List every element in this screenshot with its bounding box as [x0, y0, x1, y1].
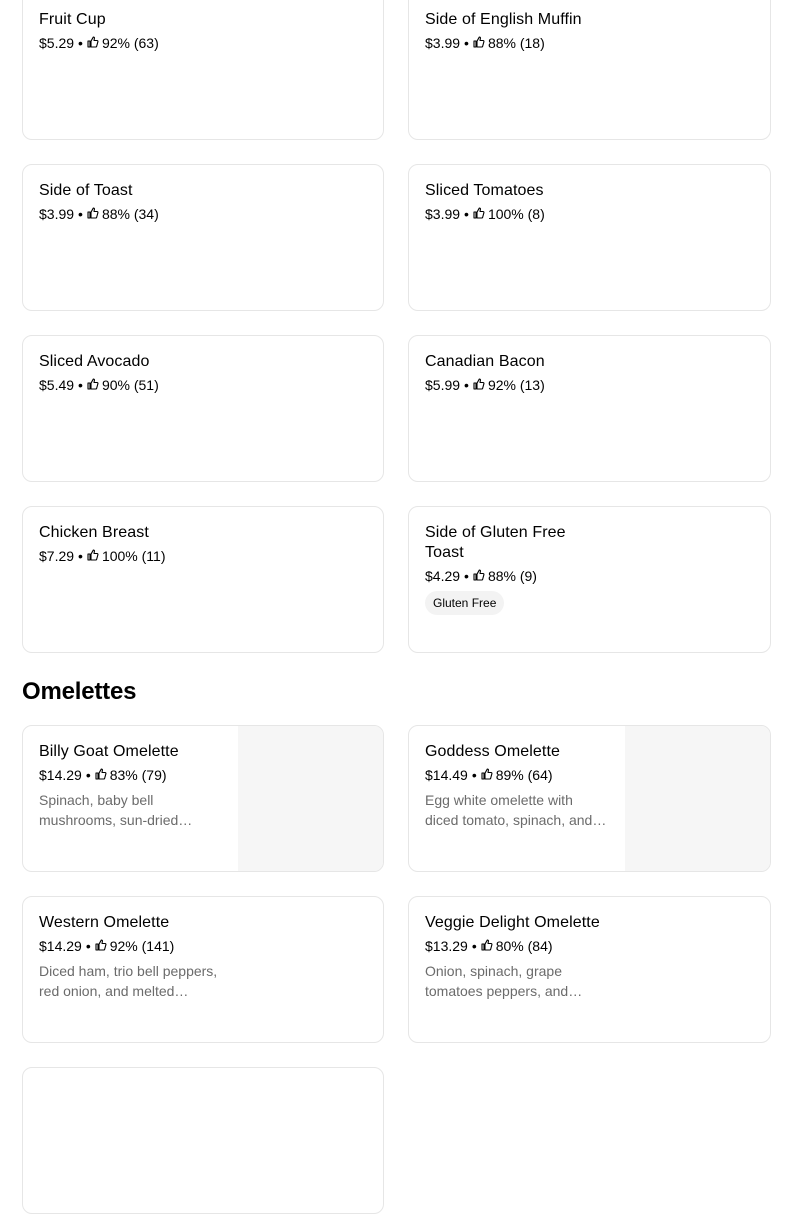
- separator: •: [85, 938, 91, 954]
- thumbs-up-icon: [87, 36, 99, 48]
- thumbs-up-icon: [95, 768, 107, 780]
- menu-item-card[interactable]: [408, 896, 771, 1043]
- menu-item-card[interactable]: [22, 506, 384, 653]
- item-name: Canadian Bacon: [425, 353, 545, 370]
- menu-item-card[interactable]: [22, 0, 384, 140]
- item-price: $4.29: [425, 568, 461, 584]
- item-meta: [425, 205, 745, 223]
- item-text: [425, 10, 745, 52]
- item-meta: [39, 205, 359, 223]
- item-name: Billy Goat Omelette: [39, 743, 179, 760]
- item-text: [425, 523, 600, 615]
- item-text: [425, 352, 745, 394]
- item-rating: 92% (63): [101, 35, 159, 51]
- item-meta: [39, 34, 359, 52]
- item-rating: 90% (51): [101, 377, 159, 393]
- item-text: [39, 10, 359, 52]
- item-text: [425, 181, 745, 223]
- item-name: Goddess Omelette: [425, 743, 560, 760]
- menu-item-card[interactable]: [408, 164, 771, 311]
- menu-item-card[interactable]: [408, 0, 771, 140]
- item-name: Western Omelette: [39, 914, 170, 931]
- menu-item-card[interactable]: [408, 335, 771, 482]
- item-description: Diced ham, trio bell peppers, red onion, and melted…: [39, 963, 218, 999]
- menu-item-card[interactable]: [22, 896, 384, 1043]
- item-price: $3.99: [39, 206, 75, 222]
- item-rating: 92% (13): [487, 377, 545, 393]
- thumbs-up-icon: [95, 939, 107, 951]
- item-price: $5.99: [425, 377, 461, 393]
- item-name: Fruit Cup: [39, 11, 106, 28]
- item-name: Side of Toast: [39, 182, 133, 199]
- section-title: Omelettes: [22, 678, 137, 705]
- separator: •: [464, 568, 469, 584]
- item-price: $3.99: [425, 206, 461, 222]
- item-text: [39, 913, 239, 1001]
- separator: •: [85, 767, 91, 783]
- item-meta: [425, 376, 745, 394]
- item-price: $14.29: [39, 767, 82, 783]
- item-price: $14.49: [425, 767, 468, 783]
- item-name: Side of English Muffin: [425, 11, 582, 28]
- item-rating: 92% (141): [109, 938, 175, 954]
- menu-item-card[interactable]: [22, 164, 384, 311]
- item-rating: 80% (84): [495, 938, 553, 954]
- thumbs-up-icon: [473, 207, 485, 219]
- item-meta: [39, 547, 359, 565]
- thumbs-up-icon: [87, 207, 99, 219]
- item-price: $5.29: [39, 35, 75, 51]
- item-rating: 83% (79): [109, 767, 167, 783]
- menu-item-card[interactable]: [22, 335, 384, 482]
- item-name: Side of Gluten Free Toast: [425, 524, 566, 561]
- thumbs-up-icon: [87, 549, 99, 561]
- separator: •: [78, 35, 83, 51]
- item-price: $7.29: [39, 548, 75, 564]
- thumbs-up-icon: [473, 569, 485, 581]
- separator: •: [78, 548, 83, 564]
- thumbs-up-icon: [87, 378, 99, 390]
- item-meta: [425, 34, 745, 52]
- item-rating: 88% (18): [487, 35, 545, 51]
- item-description: Spinach, baby bell mushrooms, sun-dried…: [39, 792, 193, 828]
- menu-item-card[interactable]: [22, 725, 384, 872]
- item-rating: 88% (9): [487, 568, 537, 584]
- separator: •: [471, 938, 477, 954]
- item-rating: 100% (11): [101, 548, 166, 564]
- menu-item-card[interactable]: [22, 1067, 384, 1214]
- item-text: [39, 352, 359, 394]
- item-price: $13.29: [425, 938, 468, 954]
- separator: •: [78, 206, 83, 222]
- separator: •: [78, 377, 83, 393]
- thumbs-up-icon: [473, 378, 485, 390]
- item-text: [425, 742, 625, 830]
- item-price: $3.99: [425, 35, 461, 51]
- item-price: $14.29: [39, 938, 82, 954]
- separator: •: [464, 206, 469, 222]
- thumbs-up-icon: [481, 939, 493, 951]
- separator: •: [464, 35, 469, 51]
- item-description: Onion, spinach, grape tomatoes peppers, and…: [425, 963, 583, 999]
- item-rating: 100% (8): [487, 206, 545, 222]
- item-description: Egg white omelette with diced tomato, spinach, and…: [425, 792, 607, 828]
- menu-item-card[interactable]: [408, 725, 771, 872]
- dietary-badge: Gluten Free: [425, 591, 504, 615]
- item-image: [625, 726, 770, 871]
- separator: •: [471, 767, 477, 783]
- item-meta: [425, 567, 600, 585]
- item-text: [39, 523, 359, 565]
- item-name: Sliced Tomatoes: [425, 182, 544, 199]
- item-meta: [39, 376, 359, 394]
- item-meta: [425, 937, 600, 955]
- menu-item-card[interactable]: [408, 506, 771, 653]
- thumbs-up-icon: [473, 36, 485, 48]
- item-meta: [425, 766, 625, 784]
- item-name: Sliced Avocado: [39, 353, 150, 370]
- thumbs-up-icon: [481, 768, 493, 780]
- item-rating: 88% (34): [101, 206, 159, 222]
- item-name: Veggie Delight Omelette: [425, 914, 600, 931]
- item-price: $5.49: [39, 377, 75, 393]
- item-meta: [39, 766, 239, 784]
- item-text: [425, 913, 600, 1001]
- item-meta: [39, 937, 239, 955]
- item-text: [39, 181, 359, 223]
- item-text: [39, 742, 239, 830]
- item-image: [238, 726, 383, 871]
- item-rating: 89% (64): [495, 767, 553, 783]
- item-name: Chicken Breast: [39, 524, 149, 541]
- separator: •: [464, 377, 469, 393]
